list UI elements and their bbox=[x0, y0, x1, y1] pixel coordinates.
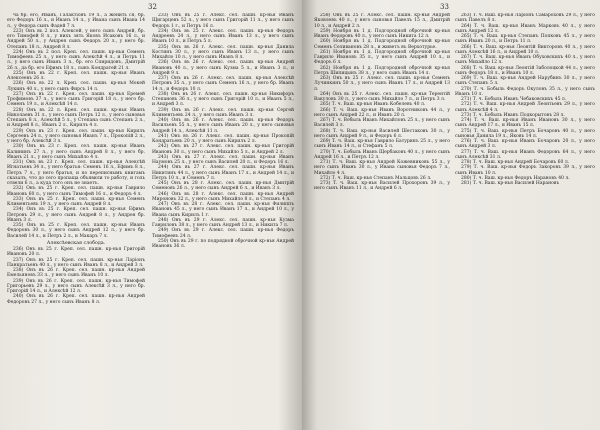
record-paragraph: 239) Онъ въ 26 г. Креп. сел. пашн. кр-нья Тимофей Григорьевъ 29 л., у него сынъ Алексѣй 3 л., у него бр. Григорій 14 л., и Алексѣй 12 л. bbox=[7, 278, 145, 294]
record-paragraph: 264) Онъ въ 25 г. Алекс. сел. пашн. кр-нья Терентій Вакуловъ 30 л., у него сынъ Михайло 7 л., и Петръ 3 л. bbox=[314, 91, 450, 102]
record-paragraph: 242) Онъ въ 27 г. Алекс. сел. пашн. кр-нья Григорій Ивановъ 30 л., у него сынъ Михайло 5 л., и Андрей 2 л. bbox=[152, 144, 294, 155]
record-paragraph: 278) Т. ч. Ваш. кр-нья Андрей Бочаровъ 60 л. bbox=[461, 160, 570, 165]
record-paragraph: 234) Онъ въ 25 г. Алекс. сел. пашн. кр-нья Федоръ Андреевъ 24 л., у него сынъ Иванъ 13 л., у него сынъ Иванъ 10 л., и Петръ 5 л. bbox=[152, 28, 294, 45]
record-paragraph: 235) Онъ въ 26 г. Алекс. сел. пашн. кр-нья Данила Костинъ 30 л., у него сынъ Иванъ 13 л., у него сынъ Михайло 10 л., у него сынъ Иванъ 8 л. bbox=[152, 44, 294, 60]
text-column-3 bbox=[314, 13, 450, 427]
text-column-2 bbox=[152, 13, 294, 427]
record-paragraph: 240) Онъ въ 26 г. Креп. сел. пашн. кр-нья Андрей Федоровъ 27 л., у него сынъ Иванъ 8 л. bbox=[7, 294, 145, 305]
record-paragraph: 232) Онъ въ 25 г. Креп. сел. пашн. кр-нья Гаврило Ивановъ 60 л., у него сынъ Тимофей 16 л., и Федоръ 4 л. bbox=[7, 186, 145, 197]
record-paragraph: 239) Онъ въ 26 г. Алекс. сел. пашн. кр-нья Сергей Климентьевъ 24 л., у него сынъ Иванъ 3 л. bbox=[152, 107, 294, 118]
column-2-body bbox=[152, 13, 294, 249]
record-paragraph: 269) Т. ч. Ваш. кр-нья Гаврило Батуринъ 25 л., у него сынъ Иванъ 14 л., и Стефанъ 5 л. bbox=[314, 139, 450, 150]
record-paragraph: 226) Онъ въ 22 л. Креп. сел. пашн. кр-нья Мокей Лукинъ 40 л., у него сынъ Фирсъ 14 л. bbox=[7, 81, 145, 92]
section-heading: Алексѣевская слобода. bbox=[46, 240, 106, 246]
record-paragraph: 245) Онъ въ 28 г. Алекс. сел. пашн. кр-нья Дмитрій Семеновъ 26 л., у него сынъ Андрей 6 л., и Иванъ 3 л. bbox=[152, 181, 294, 192]
record-paragraph: 233) Онъ въ 25 г. Креп. сел. пашн. кр-нья Семенъ Климентьевъ 19 л., у него сынъ Андрей 8 л. bbox=[7, 196, 145, 207]
record-paragraph: 271) Т. ч. Бобыль Иванъ Чебаковскихъ 45 л. bbox=[461, 97, 567, 102]
record-paragraph: 273) Т. ч. Ваш. кр-нья Василей Прохоровъ 39 л., у него сынъ Иванъ 11 л., и Андрей 6 л. bbox=[314, 181, 450, 192]
record-paragraph: 272) Т. ч. Ваш. кр-нья Степанъ Мальцовъ 26 л. bbox=[320, 175, 432, 181]
record-paragraph: 277) Т. ч. Ваш. кр-нья Иванъ Федоровъ 64 л., у него сынъ Алексѣй 31 л. bbox=[455, 149, 595, 160]
record-paragraph: ча бр. его, Иванъ, Галактіонъ 19 л., а женить ся, бр. его Федоръ 16 л., и Иванъ 14 л., у Ивана сынъ Ивана 14 л., у Федора сынъ Фадей 7 л. bbox=[7, 13, 145, 29]
record-paragraph: 279) Т. ч. Ваш. кр-нья Федоръ Закоровъ 39 л., у него сынъ Иванъ 10 л. bbox=[455, 165, 595, 176]
record-paragraph: 227) Онъ въ 22 г. Креп. сел. пашн. кр-нья Еремей Трофимовъ 37 л., у него сынъ Григорій 18 л., у него бр. Семенъ 19 л., и Алексѣй 14 л. bbox=[7, 91, 145, 108]
record-paragraph: 247) Онъ въ 28 г. Алекс. сел. пашн. кр-нья Филиппъ Ивановъ 45 л., у него сынъ Иванъ 17 л., и Андрей 10 л., у Ивана сынъ Кирилъ 1 г. bbox=[152, 202, 294, 218]
record-paragraph: 249) Онъ въ 29 г. Алекс. сел. пашн. кр-нья Федоръ Тимофеевъ 24 л. bbox=[152, 228, 294, 239]
record-paragraph: 237) Онъ въ 25 г. Креп. сел. пашн. кр-нья Ларіонъ Панкратьевъ 40 л., у него сынъ Иванъ 8 л., и Андрей 3 л. bbox=[7, 257, 145, 268]
record-paragraph: 230) Онъ въ 23 г. Креп. сел. пашн. кр-нья Иванъ Калининъ 27 л., у него сынъ Андрей 8 л., у него бр. Иванъ 21 л., у него сынъ Михайло 4 л. bbox=[7, 144, 145, 160]
text-column-1 bbox=[7, 13, 145, 427]
record-paragraph: 233) Онъ въ 25 г. Алекс. сел. пашн. кр-нья Иванъ Щигарцевъ 52 л., у него сынъ Григорій 11 л., у него сынъ Федоръ 1 г., и Петръ 16 л. bbox=[152, 13, 294, 29]
record-paragraph: 262) Ноября въ 1 д. Подгородной оброчной кр-нья Петръ Шипицынъ 38 л., у него сынъ Иванъ 14 л. bbox=[314, 65, 450, 76]
record-paragraph: 243) Онъ въ 27 г. Алекс. сел. пашн. кр-нья Иванъ Наумовъ 25 л., у него сынъ Василей 20 л., и Федоръ 16 л. bbox=[152, 154, 294, 165]
record-paragraph: 263) Т. ч. Ваш. кр-нья Ларіонъ Самароховъ 29 л., у него сынъ Павелъ 8 л. bbox=[455, 13, 595, 24]
record-paragraph: 275) Т. ч. Ваш. кр-нья Петръ Бочаровъ 40 л., у него сыновья Данила 19 л., Яковъ 14 л. bbox=[455, 128, 595, 139]
record-paragraph: 223) Онъ въ 2 пол. Алексей, у него сынъ Андрей, бр. его Тимофей 8 л., у нихъ зять Яковъ Исаковъ 16 л., и Андрей 50 л., у Андрея сынъ Федоръ 20 л., у него бр. Отепанъ 18 л., Андрей 8 л. bbox=[7, 28, 145, 50]
record-paragraph: 270) Т. ч. Бобыль Иванъ Щербаковъ 40 л., у него сынъ Андрей 16 л., и Петръ 12 л. bbox=[314, 149, 450, 160]
record-paragraph: 269) Т. ч. Ваш. кр-нья Андрей Нарубинъ 30 л., у него сынъ Степанъ 5 л. bbox=[455, 76, 595, 87]
record-paragraph: 273) Т. ч. Бобыль Иванъ Подкорытовъ 28 л. bbox=[461, 112, 565, 118]
record-paragraph: 272) Т. ч. Ваш. кр-нья Андрей Леонтьевъ 29 л., у него сынъ Алексѣй 4 л. bbox=[455, 102, 595, 113]
record-paragraph: 236) Онъ въ 25 г. Креп. сел. пашн. кр-нья Григорій Ивановъ 20 л. bbox=[7, 247, 145, 258]
record-paragraph: 224) Онъ въ 2 пол. Креп. сел. пашн. кр-ньи Семенъ Тимофеевъ 25 л., у него сынъ Алексѣй 4 л., и Петръ 11 л., у него сынъ Иванъ 3 л., бр. его Спиридонъ, Дмитрій 26 л., да бр. его Ефимъ 18 л., сынъ Кондратей 21 л. bbox=[7, 49, 145, 71]
record-paragraph: 268) Т. ч. Ваш. кр-нья Василей Шестаковъ 30 л., у него сынъ Андрей 9 л., и Федоръ 6 л. bbox=[314, 128, 450, 139]
record-paragraph: 238) Онъ въ 26 г. Алекс. сел. пашн. кр-нья Никифоръ Степановъ 36 л., у него сынъ Григорій 10 л., и Иванъ 5 л., и Андрей 3 л. bbox=[152, 91, 294, 108]
column-3-body bbox=[314, 13, 450, 192]
record-paragraph: 228) Онъ въ 22 л. Креп. сел. пашн. кр-нья Иванъ Николаевъ 31 л., у него сынъ Петръ 12 л., у него сыновья Степанъ 8 л., Алексѣй 5 л., у Степана сынъ Степанъ 2 л., и Андрей 8 л., Иванъ 2 л., Кирилъ 4 л. bbox=[7, 107, 145, 129]
page-number-left: 32 bbox=[148, 3, 157, 11]
record-paragraph: 238) Онъ въ 26 г. Креп. сел. пашн. кр-нья Андрей Емельяновъ 33 л., у него сынъ Иванъ 10 л. bbox=[7, 268, 145, 279]
right-page bbox=[302, 0, 600, 430]
record-paragraph: 244) Онъ въ 27 г. Алекс. сел. пашн. кр-нья Иванъ Никитинъ 44 л., у него сынъ Иванъ 17 л., и Андрей 14 л., и Петръ 10 л., и Семенъ 7 л. bbox=[152, 165, 294, 181]
record-paragraph: 270) Т. ч. Бобыль Федоръ Окуловъ 35 л., у него сынъ Иванъ 10 л. bbox=[455, 86, 595, 97]
record-paragraph: 281) Т. ч. Ваш. кр-нья Василей Нарановъ bbox=[461, 181, 560, 186]
record-paragraph: 231) Онъ въ 23 г. Креп. сел. пашн. кр-нья Алексѣй Игнатьевъ 34 л., у него братья: Семенъ 16 л., Ефимъ 8 л., Петръ 7 л., у него братья, и по переписнымъ книгамъ сказалъ, что до сего пропаща объявили то работу, и голь отвели 6 л., а куда того онъ не знаетъ. bbox=[7, 160, 145, 186]
record-paragraph: 250) Онъ въ 29 г. по подрядной оброчной кр-нья Андрей Ивановъ 36 л. bbox=[152, 238, 294, 249]
record-paragraph: 268) Т. ч. Ваш. кр-нья Леонтій Заболоцкой 44 л., у него сынъ Федоръ 18 л., и Иванъ 10 л. bbox=[455, 65, 595, 76]
record-paragraph: 267) Т. ч. Ваш. кр-нья Иванъ Обуховскихъ 40 л., у него сынъ Михайло 12 л. bbox=[455, 55, 595, 66]
record-paragraph: 260) Ноября въ 1 д. Подгородной оброчной кр-нья Семенъ Селивановъ 28 л., и живетъ въ Верхотурье. bbox=[314, 39, 450, 50]
column-1-body bbox=[7, 13, 145, 305]
record-paragraph: 259) Ноября въ 1 д. Подгородной оброчной кр-нья Иванъ Федоровъ 40 л., у него сынъ Никита 12 л. bbox=[314, 28, 450, 39]
column-4-body bbox=[455, 13, 595, 186]
record-paragraph: 271) Т. ч. Ваш. кр-нья Андрей Кожевниковъ 55 л., у него сынъ Иванъ 30 л., у Ивана сыновья Федоръ 7 л., Михайло 4 л. bbox=[314, 160, 450, 176]
record-paragraph: 266) Т. ч. Ваш. кр-нья Леонтій Викторовъ 40 л., у него сынъ Алексѣй 16 л., и Андрей 10 л. bbox=[455, 44, 595, 55]
record-paragraph: 261) Ноября въ 1 д. Подгородной оброчной кр-нья Гаврило Ивановъ 35 л., у него сынъ Андрей 10 л., и Федоръ 6 л. bbox=[314, 49, 450, 66]
record-paragraph: 236) Онъ въ 26 г. Алекс. сел. пашн. кр-нья Андрей Ивановъ 40 л., у него сынъ Кузма 5 л., и Иванъ 3 л., и Андрей 9 л. bbox=[152, 60, 294, 76]
record-paragraph: 235) Онъ въ 25 г. Креп. сел. пашн. кр-нья Иванъ Федоровъ 30 л., у него сынъ Андрей 12 л., у него бр. Василей 14 л., и Петръ 2 л., и Макаръ 7 л. bbox=[7, 223, 145, 239]
text-column-4 bbox=[455, 13, 595, 427]
record-paragraph: 276) Т. ч. Ваш. кр-нья Иванъ Бочаровъ 20 л., у него сынъ Андрей 3 л. bbox=[455, 139, 595, 150]
record-paragraph: 237) Онъ въ 26 г. Алекс. сел. пашн. кр-нья Алексѣй Петровъ 35 л., у него сынъ Семенъ 16 л., у него бр. Иванъ 14 л., и Федоръ 10 л. bbox=[152, 76, 294, 92]
record-paragraph: 265) Т. ч. Ваш. кр-нья Иванъ Кобелевъ 40 л. bbox=[320, 102, 426, 108]
record-paragraph: 240) Онъ въ 26 г. Алекс. сел. пашн. кр-нья Федоръ Васильевъ 55 л., у него сынъ Иванъ 20 л., у него сыновья Андрей 14 л., Алексѣй 11 л. bbox=[152, 118, 294, 134]
record-paragraph: 263) Онъ въ 25 г. Алекс. сел. пашн. кр-нья Семенъ Лучинкинъ 50 л., у него сынъ Иванъ 17 л., и Андрей 13 л. bbox=[314, 76, 450, 92]
record-paragraph: 265) Т. ч. Ваш. кр-нья Степанъ Попковъ 45 л., у него сынъ Иванъ 20 л., и Петръ 11 л. bbox=[455, 34, 595, 45]
record-paragraph: 246) Онъ въ 28 г. Алекс. сел. пашн. кр-нья Андрей Мироновъ 32 л., у него сынъ Михайло 8 л., и Степанъ 4 л. bbox=[152, 191, 294, 202]
record-paragraph: 264) Т. ч. Ваш. кр-нья Иванъ Марковъ 40 л., у него сынъ Андрей 12 л. bbox=[455, 23, 595, 34]
record-paragraph: 225) Онъ въ 22 г. Креп. сел. пашн. кр-нья Иванъ Алексеевъ 26 л. bbox=[7, 70, 145, 81]
record-paragraph: 267) Т. ч. Вобыль Иванъ Михайловъ 25 л., у него сынъ Василей 3 л. bbox=[314, 118, 450, 129]
record-paragraph: 258) Онъ въ 25 г. Алекс. сел. пашн. кр-нья Андрей Яковлевъ 40 л., у него сыновья Павелъ 15 л., Дмитрій 10 л., и Андрей 2 л. bbox=[314, 13, 450, 29]
record-paragraph: 280) Т. ч. Ваш. кр-нья Федоръ Нарановъ 40 л. bbox=[461, 175, 570, 181]
record-paragraph: 241) Онъ въ 26 г. Алекс. сел. пашн. кр-нья Прокопій Кондратьевъ 20 л., у него сынъ Кирилъ 2 л. bbox=[152, 133, 294, 144]
record-paragraph: 229) Онъ въ 23 г. Креп. сел. пашн. кр-нья Кирилъ Сергеевъ 24 л., у него сыновья Иванъ 7 л., Прокопій 2 л., у него бр. Алексѣй 3 л. bbox=[7, 128, 145, 144]
record-paragraph: 266) Т. ч. Ваш. кр-нья Иванъ Воротниковъ 44 л., у него сынъ Андрей 22 л., и Иванъ 20 л. bbox=[314, 107, 450, 118]
record-paragraph: 234) Онъ въ 25 г. Креп. сел. пашн. кр-нья Ефимъ Петровъ 29 л., у него сынъ Андрей 8 л., у Андрея бр. Иванъ 3 л. bbox=[7, 207, 145, 223]
record-paragraph: 248) Онъ въ 29 г. Алекс. сел. пашн. кр-нья Кузма Гавриловъ 38 л., у него сынъ Андрей 13 л., и Никита 7 л. bbox=[152, 217, 294, 228]
page-number-right: 33 bbox=[440, 3, 449, 11]
record-paragraph: 274) Т. ч. Ваш. кр-нья Иванъ Ивановъ 30 л., у него сынъ Андрей 17 л., и Иванъ 15 л. bbox=[455, 118, 595, 129]
